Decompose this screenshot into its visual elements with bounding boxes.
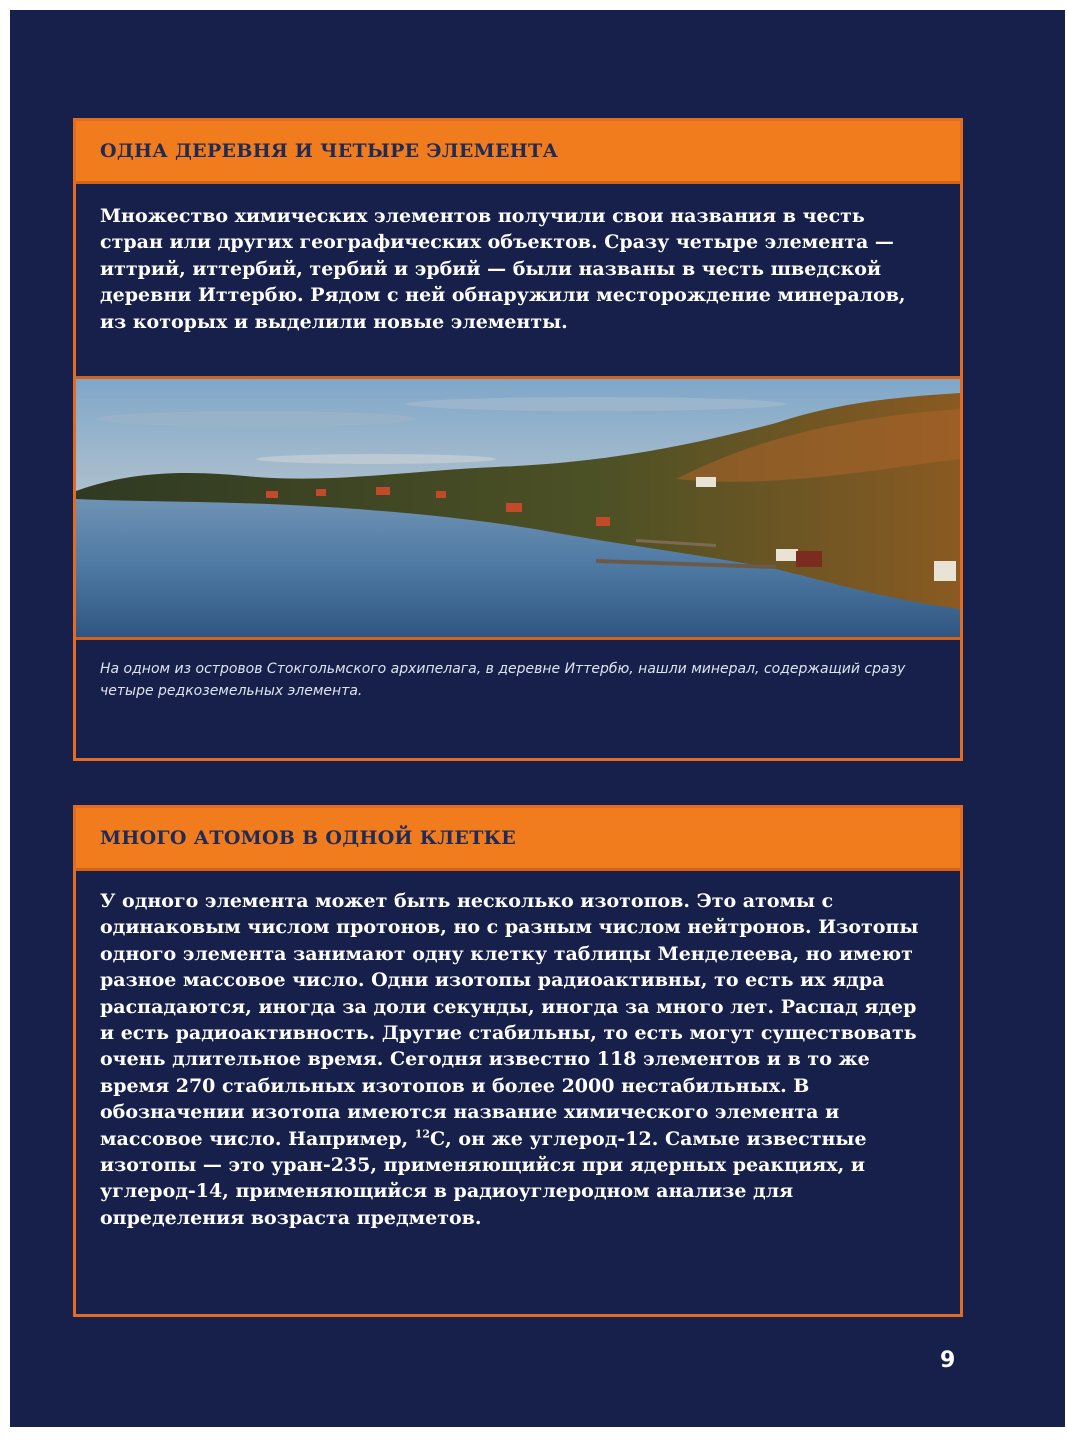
- section-title: МНОГО АТОМОВ В ОДНОЙ КЛЕТКЕ: [100, 827, 516, 849]
- isotope-mass-number: 12: [414, 1127, 431, 1141]
- section-isotopes: [73, 805, 963, 1317]
- archipelago-illustration: [76, 379, 960, 637]
- photo-caption: На одном из островов Стокгольмского архипелага, в деревне Иттербю, нашли минерал, содержащий сразу четыре редкоземельных элемента.: [100, 661, 906, 699]
- section-text: [76, 871, 960, 1231]
- section-text: Множество химических элементов получили свои названия в честь стран или других географических объектов. Сразу четыре элемента — иттрий, иттербий, тербий и эрбий — были названы в честь шведской деревни Иттербю. Рядом с ней обнаружили месторождение минералов, из которых и выделили новые элементы.: [76, 184, 960, 379]
- section-ytterby: [73, 118, 963, 761]
- page-number: 9: [940, 1348, 956, 1373]
- section-header: [76, 808, 960, 871]
- page: [10, 10, 1065, 1427]
- archipelago-photo: [76, 379, 960, 640]
- section-text-part2: С, он же углерод-12. Самые известные изотопы — это уран-235, применяющийся при ядерных реакциях, и углерод-14, применяющийся в радиоуглеродном анализе для определения возраста предметов.: [100, 1127, 867, 1229]
- section-title: ОДНА ДЕРЕВНЯ И ЧЕТЫРЕ ЭЛЕМЕНТА: [100, 140, 559, 162]
- section-header: [76, 121, 960, 184]
- section-text-part1: У одного элемента может быть несколько изотопов. Это атомы с одинаковым числом протонов, но с разным числом нейтронов. Изотопы одного элемента занимают одну клетку таблицы Менделеева, но имеют разное массовое число. Одни изотопы радиоактивны, то есть их ядра распадаются, иногда за доли секунды, иногда за много лет. Распад ядер и есть радиоактивность. Другие стабильны, то есть могут существовать очень длительное время. Сегодня известно 118 элементов и в то же время 270 стабильных изотопов и более 2000 нестабильных. В обозначении изотопа имеются название химического элемента и массовое число. Например,: [100, 890, 919, 1150]
